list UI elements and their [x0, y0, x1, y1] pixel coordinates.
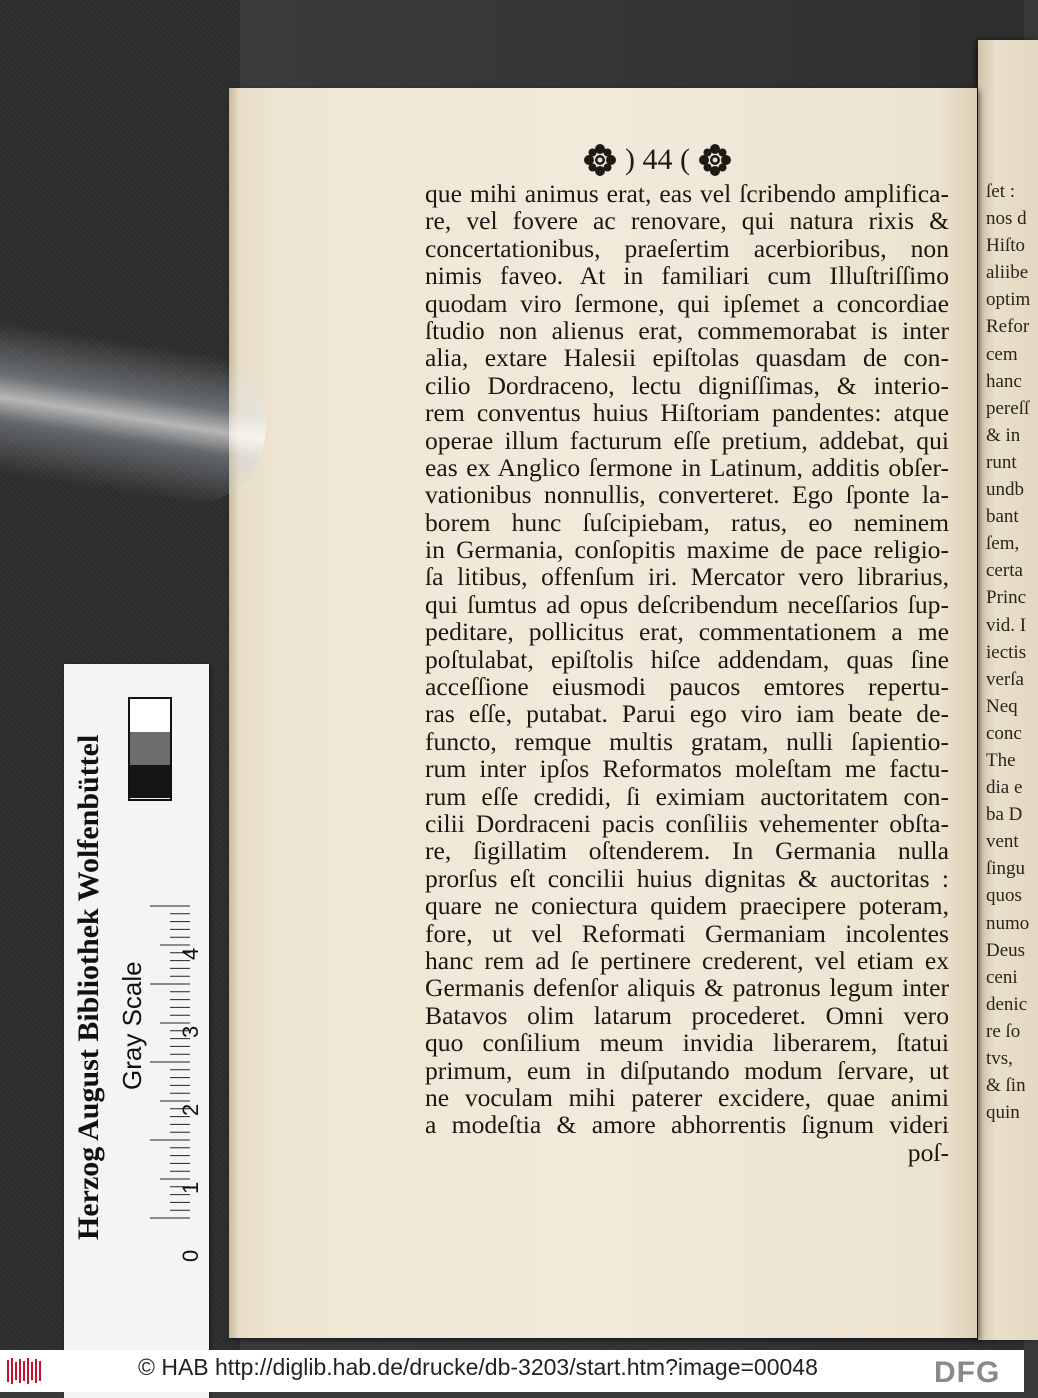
gray-scale-swatches	[128, 697, 172, 801]
next-page-fragment: Deus	[986, 939, 1026, 961]
next-page-fragment: Refor	[986, 316, 1030, 338]
next-page-fragment: runt	[986, 451, 1017, 473]
ruler-number: 3	[178, 1025, 203, 1038]
text-line: eas ex Anglico ſermone in Latinum, additis obſer-	[425, 452, 949, 482]
ruler-number: 2	[178, 1103, 203, 1116]
text-line: poſtulabat, epiſtolis hiſce addendam, quas ſine	[425, 644, 949, 674]
footer-credit[interactable]: © HAB http://diglib.hab.de/drucke/db-3203/start.htm?image=00048	[138, 1354, 818, 1380]
next-page-fragment: dia e	[986, 777, 1023, 799]
text-line: peditare, pollicitus erat, commentationem a me	[425, 617, 949, 647]
text-line: cilio Dordraceno, lectu digniſſimas, & interio-	[425, 370, 949, 400]
next-page-fragment: vent	[986, 831, 1019, 853]
text-line: vationibus nonnullis, converteret. Ego ſponte la-	[425, 480, 949, 510]
text-line: Batavos olim latarum procederet. Omni vero	[425, 1000, 949, 1030]
text-line: ſtudio non alienus erat, commemorabat is inter	[425, 315, 949, 345]
next-page-fragment: Princ	[986, 587, 1027, 609]
next-page-fragment: Neq	[986, 695, 1018, 717]
next-page-fragment: cem	[986, 343, 1018, 365]
text-line: quare ne coniectura quidem praecipere poteram,	[425, 891, 949, 921]
text-line: fore, ut vel Reformati Germaniam incolentes	[425, 918, 949, 948]
next-page-fragment: iectis	[986, 641, 1027, 663]
ruler-number: 4	[178, 947, 203, 960]
text-line: Germanis defenſor aliquis & patronus legum inter	[425, 973, 949, 1003]
text-line: hanc rem ad ſe pertinere crederent, vel etiam ex	[425, 945, 949, 975]
text-line: re, vel fovere ac renovare, qui natura rixis &	[425, 206, 949, 236]
next-page-fragment: denic	[986, 993, 1028, 1015]
page-gutter-shadow	[229, 88, 239, 1338]
catchword: poſ-	[907, 1137, 949, 1167]
text-line: nimis faveo. At in familiari cum Illuſtriſſimo	[425, 261, 949, 291]
next-page-fragment: hanc	[986, 370, 1022, 392]
next-page-fragment: quos	[986, 885, 1022, 907]
ruler-number: 0	[178, 1249, 203, 1262]
next-page-fragment: certa	[986, 560, 1023, 582]
next-page-fragment: ſingu	[986, 858, 1026, 880]
next-page-fragment: verſa	[986, 668, 1024, 690]
text-line: rum eſſe credidi, ſi eximiam auctoritatem con-	[425, 781, 949, 811]
text-line: rem conventus huius Hiſtoriam pandentes: atque	[425, 398, 949, 428]
ruler-institution-label: Herzog August Bibliothek Wolfenbüttel	[72, 734, 105, 1240]
text-line: alia, extare Halesii epiſtolas quasdam de con-	[425, 343, 949, 373]
text-line: cilii Dordraceni pacis conſiliis vehementer obſta-	[425, 808, 949, 838]
text-line: concertationibus, praeſertim acerbioribus, non	[425, 233, 949, 263]
next-page-fragment: ſem,	[986, 533, 1020, 555]
text-line: rum inter ipſos Reformatos moleſtam me factu-	[425, 754, 949, 784]
body-text	[425, 180, 949, 1166]
next-page-fragment: re ſo	[986, 1020, 1021, 1042]
next-page-fragment: ceni	[986, 966, 1018, 988]
rosette-ornament-icon	[583, 143, 617, 177]
next-page-fragment: bant	[986, 506, 1019, 528]
text-line: a modeſtia & amore abhorrentis ſignum videri	[425, 1110, 949, 1140]
text-line: prorſus eſt concilii huius dignitas & auctoritas :	[425, 863, 949, 893]
text-line: primum, eum in diſputando modum ſervare, ut	[425, 1055, 949, 1085]
next-page-fragment: ba D	[986, 804, 1023, 826]
next-page-fragment: aliibe	[986, 262, 1029, 284]
hab-barcode-logo-icon	[6, 1356, 46, 1386]
gray-scale-label: Gray Scale	[117, 961, 147, 1090]
text-line: in Germania, conſopitis maxime de pace religio-	[425, 535, 949, 565]
text-line: ſa litibus, offenſum iri. Mercator vero librarius,	[425, 562, 949, 592]
text-line: functo, remque multis gratam, nulli ſapientio-	[425, 726, 949, 756]
page-header	[583, 140, 732, 180]
text-line: operae illum facturum eſſe pretium, addebat, qui	[425, 425, 949, 455]
next-page-fragment: & in	[986, 424, 1021, 446]
next-page-fragment: undb	[986, 479, 1024, 501]
text-line: ras eſſe, putabat. Parui ego viro iam beate de-	[425, 699, 949, 729]
next-page-fragment: numo	[986, 912, 1030, 934]
next-page-text	[986, 178, 1031, 1126]
text-line: acceſſione eiusmodi paucos emtores repertu-	[425, 672, 949, 702]
text-line: ne voculam mihi paterer excidere, quae animi	[425, 1082, 949, 1112]
next-page-fragment: optim	[986, 289, 1031, 311]
page-number: ) 44 (	[625, 143, 690, 176]
next-page-fragment: ſet :	[986, 181, 1016, 202]
text-line: quodam viro ſermone, qui ipſemet a concordiae	[425, 288, 949, 318]
next-page-fragment: quin	[986, 1102, 1020, 1124]
ruler-number: 1	[178, 1181, 203, 1194]
text-line: quo conſilium meum invidia liberarem, ſtatui	[425, 1028, 949, 1058]
next-page-fragment: pereſſ	[986, 397, 1030, 419]
next-page-fragment: tvs,	[986, 1048, 1013, 1069]
rosette-ornament-icon	[698, 143, 732, 177]
next-page-fragment: conc	[986, 722, 1022, 744]
next-page-fragment: nos d	[986, 208, 1027, 230]
next-page-fragment: Hiſto	[986, 235, 1026, 257]
text-line: qui ſumtus ad opus deſcribendum neceſſarios ſup-	[425, 589, 949, 619]
dfg-logo: DFG	[934, 1356, 1001, 1389]
next-page-fragment: & ſin	[986, 1075, 1026, 1097]
text-line: que mihi animus erat, eas vel ſcribendo amplifica-	[425, 179, 949, 208]
text-line: borem hunc ſuſcipiebam, ratus, eo neminem	[425, 507, 949, 537]
text-line: re, ſigillatim oſtenderem. In Germania nulla	[425, 836, 949, 866]
next-page-fragment: The	[986, 749, 1016, 771]
next-page-fragment: vid. I	[986, 614, 1027, 636]
